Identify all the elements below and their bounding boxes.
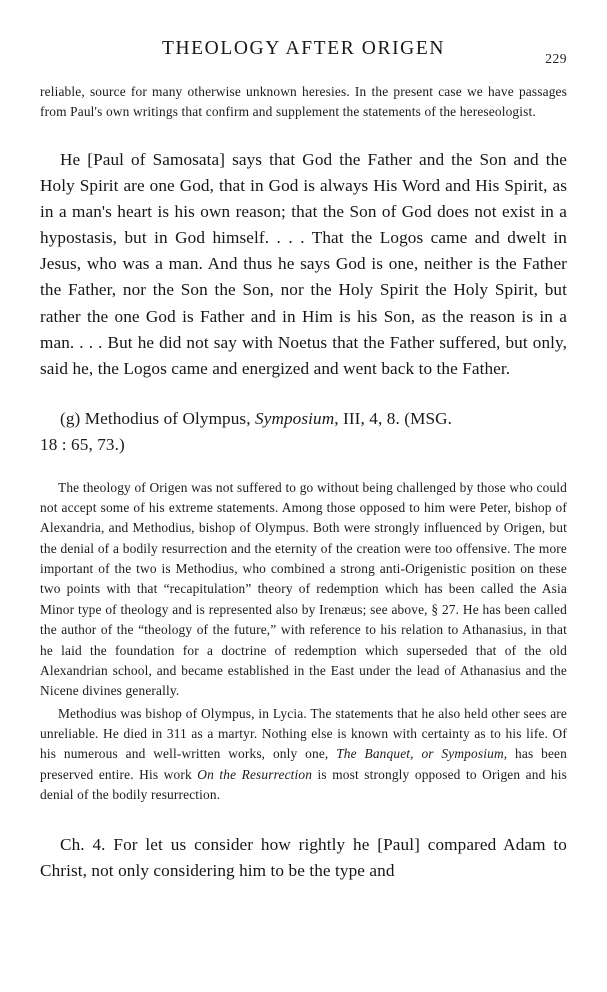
section-label: (g) <box>60 409 81 429</box>
quotation-text: He [Paul of Samosata] says that God the Father and the Son and the Holy Spirit are one God, that in God is always His Word and His Spirit, as in a man's heart is his own reason; that the Son of God does not exist in a hypostasis, but in God himself. . . . That the Logos came and dwelt in Jesus, who was a man. And thus he says God is one, neither is the Father the Father, nor the Son the Son, nor the Holy Spirit the Holy Spirit, but rather the one God is Father and in Him is his Son, as the reason is in a man. . . . But he did not say with Noetus that the Father suffered, but only, said he, the Logos came and energized and went back to the Father. <box>40 149 567 378</box>
note-paragraph-1: The theology of Origen was not suffered to go without being challenged by those who could not accept some of his extreme statements. Among those opposed to him were Peter, bishop of Alexandria, and Methodius, bishop of Olympus. Both were strongly influenced by Origen, but the denial of a bodily resurrection and the eternity of the creation were too offensive. The more important of the two is Methodius, who combined a strong anti-Origenistic position on these two points with that “recapitulation” theory of redemption which has been called the Asia Minor type of theology and is represented also by Irenæus; see above, § 27. He has been called the author of the “theology of the future,” with reference to his relation to Athanasius, in that he laid the foundation for a doctrine of redemption which superseded that of the old Alexandrian school, and became established in the East under the lead of Athanasius and the Nicene divines generally. <box>40 479 567 699</box>
notes-block <box>40 478 567 806</box>
note2-italic-banquet: The Banquet, or Symposium <box>336 746 504 762</box>
closing-quotation <box>40 832 567 884</box>
section-author: Methodius of Olympus, <box>84 409 251 429</box>
section-heading-second-line: 18 : 65, 73.) <box>40 434 125 454</box>
note2-part2: , has been preserved entire. His work <box>40 746 568 782</box>
block-quotation <box>40 147 567 382</box>
note2-part1: Methodius was bishop of Olympus, in Lycia. The statements that he also held other sees are unreliable. He died in 311 as a martyr. Nothing else is known with certainty as to his life. Of his numerous and well-written works, only one, <box>40 705 567 762</box>
section-reference: , III, 4, 8. (MSG. <box>334 409 453 429</box>
section-work-title: Symposium <box>255 409 335 429</box>
note2-italic-resurrection: On the Resurrection <box>197 766 313 782</box>
note2-part3: is most strongly opposed to Origen and his denial of the bodily resurrection. <box>40 766 567 803</box>
page-number: 229 <box>545 51 567 66</box>
top-note-paragraph: reliable, source for many otherwise unknown heresies. In the present case we have passages from Paul's own writings that confirm and supplement the statements of the hereseologist. <box>40 84 567 120</box>
closing-text: Ch. 4. For let us consider how rightly he [Paul] compared Adam to Christ, not only considering him to be the type and <box>40 834 567 880</box>
running-head: THEOLOGY AFTER ORIGEN <box>161 38 446 59</box>
section-heading <box>40 406 567 458</box>
page-header <box>40 38 567 68</box>
note-paragraph-2 <box>40 704 567 806</box>
